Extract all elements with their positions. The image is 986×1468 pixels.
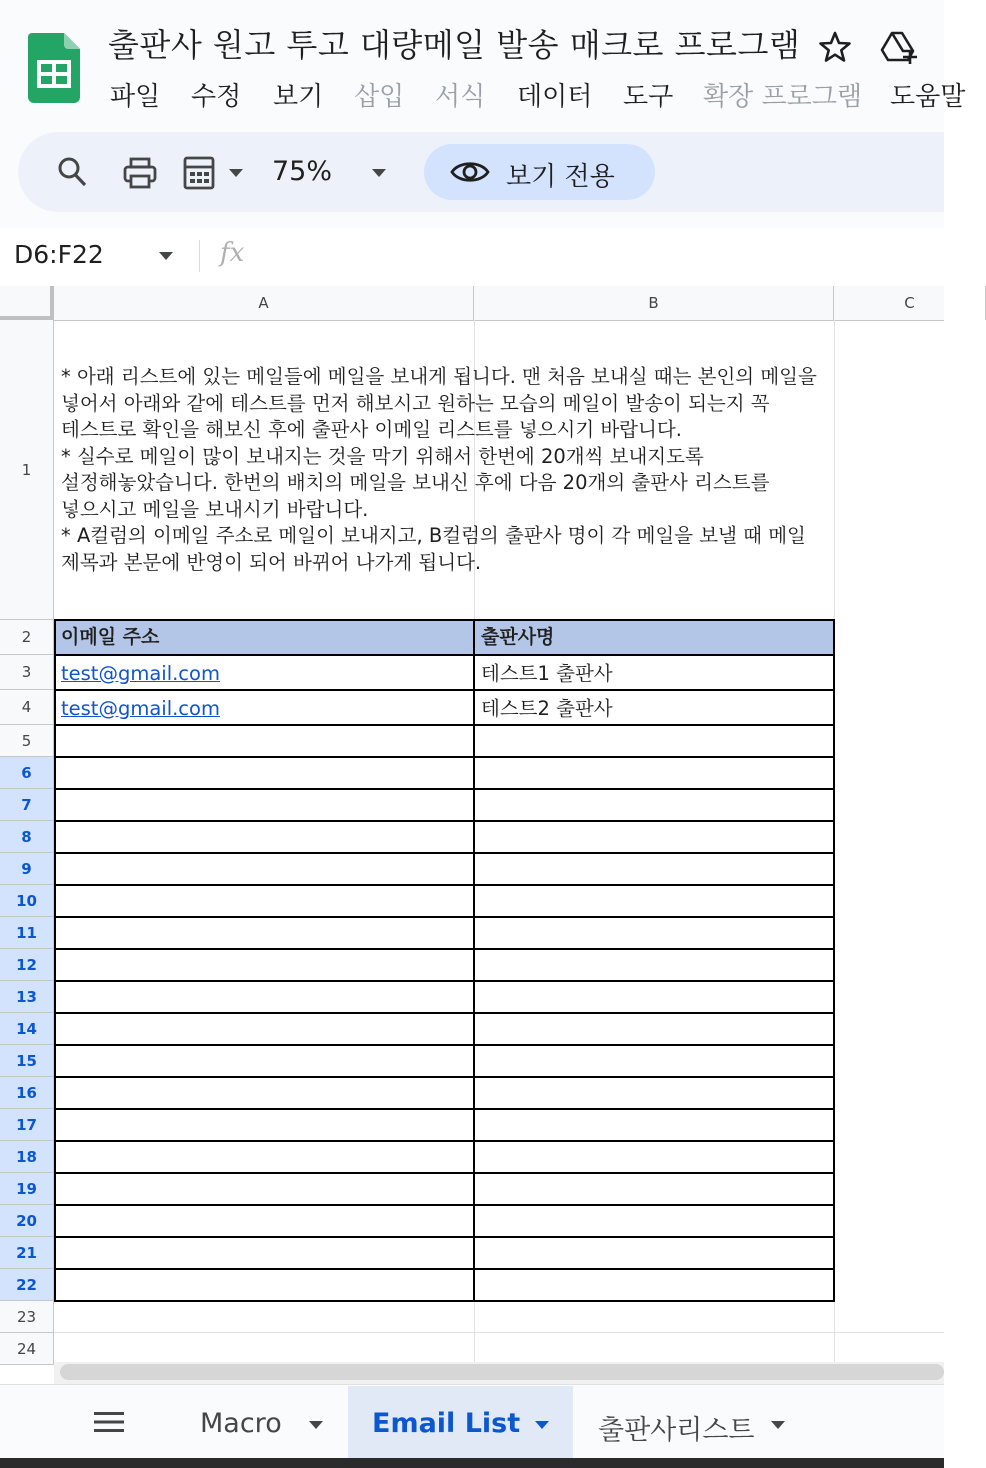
menu-tools[interactable]: 도구 xyxy=(623,82,674,112)
window-bottom-edge xyxy=(0,1458,944,1468)
spreadsheet-grid[interactable] xyxy=(0,286,944,1362)
column-header-a[interactable]: A xyxy=(54,286,474,320)
row-header-19[interactable]: 19 xyxy=(0,1173,54,1205)
row-header-1[interactable]: 1 xyxy=(0,320,54,620)
menu-insert[interactable]: 삽입 xyxy=(354,82,405,112)
chevron-down-icon xyxy=(308,1420,324,1430)
format-icon[interactable] xyxy=(182,155,218,191)
cell-b3[interactable]: 테스트1 출판사 xyxy=(481,662,613,685)
menu-help[interactable]: 도움말 xyxy=(890,82,966,112)
sheet-tab-email-list[interactable] xyxy=(348,1386,573,1458)
format-dropdown-icon[interactable] xyxy=(228,168,244,178)
fx-icon: fx xyxy=(220,238,245,268)
header-cell-publisher[interactable]: 출판사명 xyxy=(481,626,555,648)
menu-edit[interactable]: 수정 xyxy=(191,82,242,112)
row-header-14[interactable]: 14 xyxy=(0,1013,54,1045)
header-cell-email[interactable]: 이메일 주소 xyxy=(61,626,160,648)
row-header-6[interactable]: 6 xyxy=(0,757,54,789)
cell-a3-email-link[interactable]: test@gmail.com xyxy=(61,662,220,685)
search-icon[interactable] xyxy=(56,155,88,189)
sheet-tab-label: Macro xyxy=(200,1408,282,1439)
row-header-7[interactable]: 7 xyxy=(0,789,54,821)
cell-a4-email-link[interactable]: test@gmail.com xyxy=(61,697,220,720)
formula-bar xyxy=(0,228,944,287)
column-header-c[interactable]: C xyxy=(834,286,986,320)
table-borders xyxy=(0,286,944,1362)
formula-divider xyxy=(199,240,200,272)
row-header-2[interactable]: 2 xyxy=(0,620,54,655)
menu-data[interactable]: 데이터 xyxy=(517,82,593,112)
row-header-10[interactable]: 10 xyxy=(0,885,54,917)
row-header-18[interactable]: 18 xyxy=(0,1141,54,1173)
sheet-tab-label: 출판사리스트 xyxy=(598,1415,755,1446)
row-header-3[interactable]: 3 xyxy=(0,655,54,690)
row-header-12[interactable]: 12 xyxy=(0,949,54,981)
row-header-16[interactable]: 16 xyxy=(0,1077,54,1109)
menu-view[interactable]: 보기 xyxy=(273,82,324,112)
row-header-9[interactable]: 9 xyxy=(0,853,54,885)
row-header-23[interactable]: 23 xyxy=(0,1301,54,1333)
menu-extensions[interactable]: 확장 프로그램 xyxy=(703,82,862,112)
row-header-11[interactable]: 11 xyxy=(0,917,54,949)
all-sheets-menu-icon[interactable] xyxy=(94,1410,124,1434)
sheet-tab-publisher-list[interactable] xyxy=(580,1386,810,1458)
column-header-b[interactable]: B xyxy=(474,286,834,320)
instruction-note[interactable]: * 아래 리스트에 있는 메일들에 메일을 보내게 됩니다. 맨 처음 보내실 때는 본인의 메일을 넣어서 아래와 같에 테스트를 먼저 해보시고 원하는 모습의 메일이 발송이 되는지 꼭 테스트로 확인을 해보신 후에 출판사 이메일 리스트를 넣으시기 바랍니다. * 실수로 메일이 많이 보내지는 것을 막기 위해서 한번에 20개씩 보내지도록 설정해놓았습니다. 한번의 배치의 메일을 보내신 후에 다음 20개의 출판사 리스트를 넣으시고 메일을 보내시기 바랍니다. * A컬럼의 이메일 주소로 메일이 보내지고, B컬럼의 출판사 명이 각 메일을 보낼 때 메일 제목과 본문에 반영이 되어 바뀌어 나가게 됩니다. xyxy=(61,365,817,574)
chevron-down-icon xyxy=(770,1420,786,1430)
name-box[interactable]: D6:F22 xyxy=(14,240,104,269)
row-header-22[interactable]: 22 xyxy=(0,1269,54,1301)
cell-b4[interactable]: 테스트2 출판사 xyxy=(481,697,613,720)
name-box-dropdown-icon[interactable] xyxy=(158,251,174,261)
move-to-drive-icon[interactable] xyxy=(880,30,920,64)
row-header-4[interactable]: 4 xyxy=(0,690,54,725)
row-header-21[interactable]: 21 xyxy=(0,1237,54,1269)
sheet-tab-macro[interactable] xyxy=(180,1386,340,1458)
menu-format[interactable]: 서식 xyxy=(435,82,486,112)
sheets-logo-icon[interactable] xyxy=(28,33,80,103)
star-icon[interactable] xyxy=(818,30,852,64)
eye-icon xyxy=(450,158,490,186)
row-header-13[interactable]: 13 xyxy=(0,981,54,1013)
row-header-15[interactable]: 15 xyxy=(0,1045,54,1077)
zoom-dropdown-icon[interactable] xyxy=(371,168,387,178)
row-header-24[interactable]: 24 xyxy=(0,1333,54,1365)
row-header-20[interactable]: 20 xyxy=(0,1205,54,1237)
horizontal-scrollbar-thumb[interactable] xyxy=(60,1364,944,1380)
sheet-tab-label: Email List xyxy=(372,1408,521,1439)
row-header-8[interactable]: 8 xyxy=(0,821,54,853)
print-icon[interactable] xyxy=(122,156,158,190)
view-only-label: 보기 전용 xyxy=(506,162,615,192)
menu-file[interactable]: 파일 xyxy=(110,82,161,112)
chevron-down-icon xyxy=(534,1420,550,1430)
row-header-5[interactable]: 5 xyxy=(0,725,54,757)
document-title[interactable]: 출판사 원고 투고 대량메일 발송 매크로 프로그램 xyxy=(108,26,801,64)
row-header-17[interactable]: 17 xyxy=(0,1109,54,1141)
view-only-button[interactable] xyxy=(424,144,655,200)
zoom-select[interactable]: 75% xyxy=(272,156,333,187)
